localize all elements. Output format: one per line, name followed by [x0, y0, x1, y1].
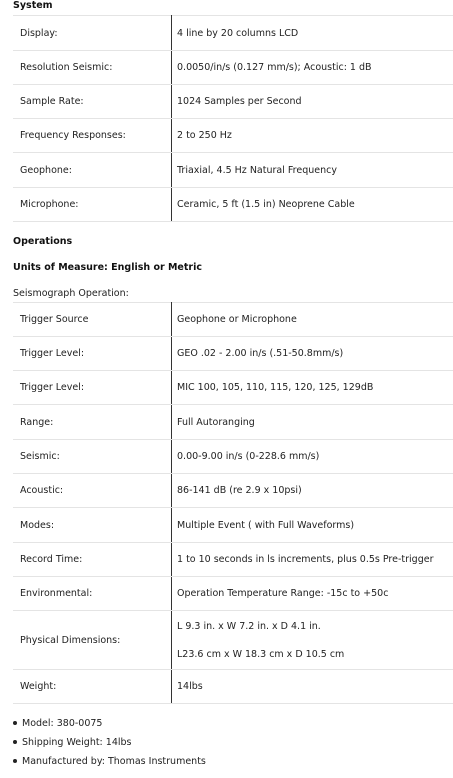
seismograph-operation-label: Seismograph Operation: — [13, 288, 129, 299]
operations-heading: Operations — [13, 236, 73, 247]
list-item — [0, 733, 206, 752]
spec-value: Triaxial, 4.5 Hz Natural Frequency — [172, 153, 453, 188]
spec-label: Sample Rate: — [13, 85, 172, 119]
table-row — [13, 670, 453, 704]
spec-label: Environmental: — [13, 577, 172, 611]
spec-label: Microphone: — [13, 188, 172, 222]
bullet-icon — [13, 740, 17, 744]
spec-value: 14lbs — [172, 670, 453, 704]
spec-label: Record Time: — [13, 543, 172, 577]
list-item-text: Model: 380-0075 — [22, 718, 103, 729]
spec-value: Multiple Event ( with Full Waveforms) — [172, 508, 453, 543]
spec-label: Display: — [13, 16, 172, 51]
spec-value: 4 line by 20 columns LCD — [172, 16, 453, 51]
list-item-text: Shipping Weight: 14lbs — [22, 737, 132, 748]
spec-value: 2 to 250 Hz — [172, 119, 453, 153]
spec-value: 1 to 10 seconds in ls increments, plus 0.5s Pre-trigger — [172, 543, 453, 577]
spec-value — [172, 611, 453, 670]
table-row — [13, 51, 453, 85]
table-row — [13, 303, 453, 337]
table-row — [13, 85, 453, 119]
operations-spec-table — [13, 302, 453, 704]
spec-label: Seismic: — [13, 440, 172, 474]
table-row — [13, 611, 453, 670]
spec-label: Frequency Responses: — [13, 119, 172, 153]
spec-value: 1024 Samples per Second — [172, 85, 453, 119]
list-item — [0, 714, 206, 733]
bullet-icon — [13, 721, 17, 725]
spec-value: 0.00-9.00 in/s (0-228.6 mm/s) — [172, 440, 453, 474]
spec-label: Trigger Level: — [13, 371, 172, 405]
spec-label: Acoustic: — [13, 474, 172, 508]
spec-label: Trigger Level: — [13, 337, 172, 371]
spec-label: Physical Dimensions: — [13, 611, 172, 670]
spec-label: Modes: — [13, 508, 172, 543]
table-row — [13, 119, 453, 153]
spec-label: Resolution Seismic: — [13, 51, 172, 85]
spec-value: 86-141 dB (re 2.9 x 10psi) — [172, 474, 453, 508]
dimensions-imperial: L 9.3 in. x W 7.2 in. x D 4.1 in. — [177, 620, 321, 632]
bullet-icon — [13, 759, 17, 763]
spec-label: Weight: — [13, 670, 172, 704]
dimensions-metric: L23.6 cm x W 18.3 cm x D 10.5 cm — [177, 648, 345, 660]
system-heading: System — [13, 0, 53, 11]
list-item-text: Manufactured by: Thomas Instruments — [22, 756, 206, 767]
table-row — [13, 337, 453, 371]
spec-label: Geophone: — [13, 153, 172, 188]
table-row — [13, 405, 453, 440]
table-row — [13, 188, 453, 222]
table-row — [13, 474, 453, 508]
table-row — [13, 16, 453, 51]
spec-value: Ceramic, 5 ft (1.5 in) Neoprene Cable — [172, 188, 453, 222]
table-row — [13, 577, 453, 611]
table-row — [13, 371, 453, 405]
spec-value: Operation Temperature Range: -15c to +50c — [172, 577, 453, 611]
spec-value: GEO .02 - 2.00 in/s (.51-50.8mm/s) — [172, 337, 453, 371]
units-heading: Units of Measure: English or Metric — [13, 262, 202, 273]
spec-label: Trigger Source — [13, 303, 172, 337]
product-info-list — [0, 714, 206, 771]
list-item — [0, 752, 206, 771]
table-row — [13, 153, 453, 188]
system-spec-table — [13, 15, 453, 222]
table-row — [13, 440, 453, 474]
table-row — [13, 508, 453, 543]
spec-value: 0.0050/in/s (0.127 mm/s); Acoustic: 1 dB — [172, 51, 453, 85]
spec-value: MIC 100, 105, 110, 115, 120, 125, 129dB — [172, 371, 453, 405]
spec-value: Geophone or Microphone — [172, 303, 453, 337]
spec-label: Range: — [13, 405, 172, 440]
spec-value: Full Autoranging — [172, 405, 453, 440]
table-row — [13, 543, 453, 577]
